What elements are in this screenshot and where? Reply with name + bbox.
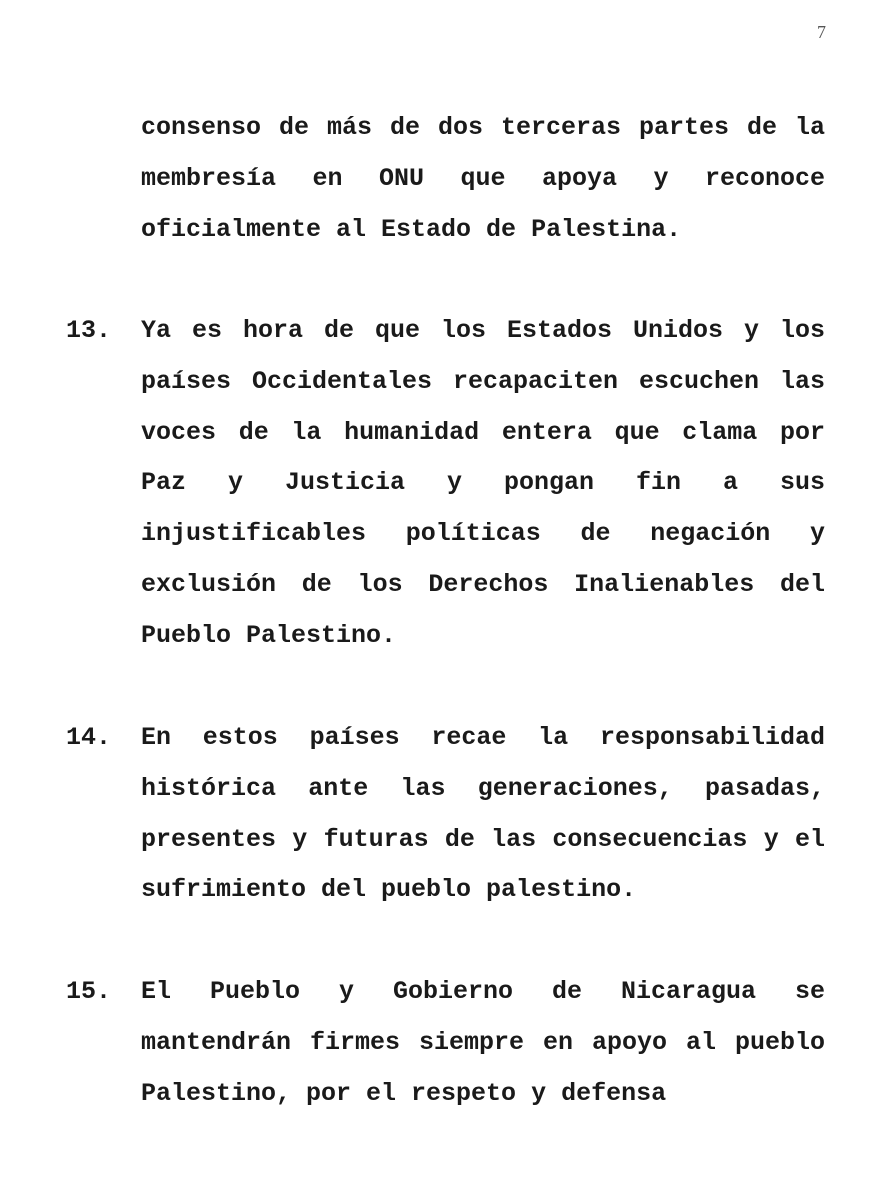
- continuation-paragraph: consenso de más de dos terceras partes de la membresía en ONU que apoya y reconoce oficialmente al Estado de Palestina.: [141, 113, 825, 244]
- numbered-paragraph-15: [66, 967, 825, 1119]
- paragraph-number: 15.: [66, 977, 112, 1006]
- paragraph-text: El Pueblo y Gobierno de Nicaragua se mantendrán firmes siempre en apoyo al pueblo Palestino, por el respeto y defensa: [141, 977, 825, 1108]
- paragraph-text: En estos países recae la responsabilidad histórica ante las generaciones, pasadas, presentes y futuras de las consecuencias y el sufrimiento del pueblo palestino.: [141, 723, 825, 905]
- numbered-paragraph-13: [66, 306, 825, 662]
- numbered-paragraph-14: [66, 713, 825, 916]
- page-number: 7: [817, 22, 826, 42]
- paragraph-number: 13.: [66, 316, 112, 345]
- paragraph-text: Ya es hora de que los Estados Unidos y los países Occidentales recapaciten escuchen las voces de la humanidad entera que clama por Paz y Justicia y pongan fin a sus injustificables políticas de negación y exclusión de los Derechos Inalienables del Pueblo Palestino.: [141, 316, 825, 650]
- paragraph-number: 14.: [66, 723, 112, 752]
